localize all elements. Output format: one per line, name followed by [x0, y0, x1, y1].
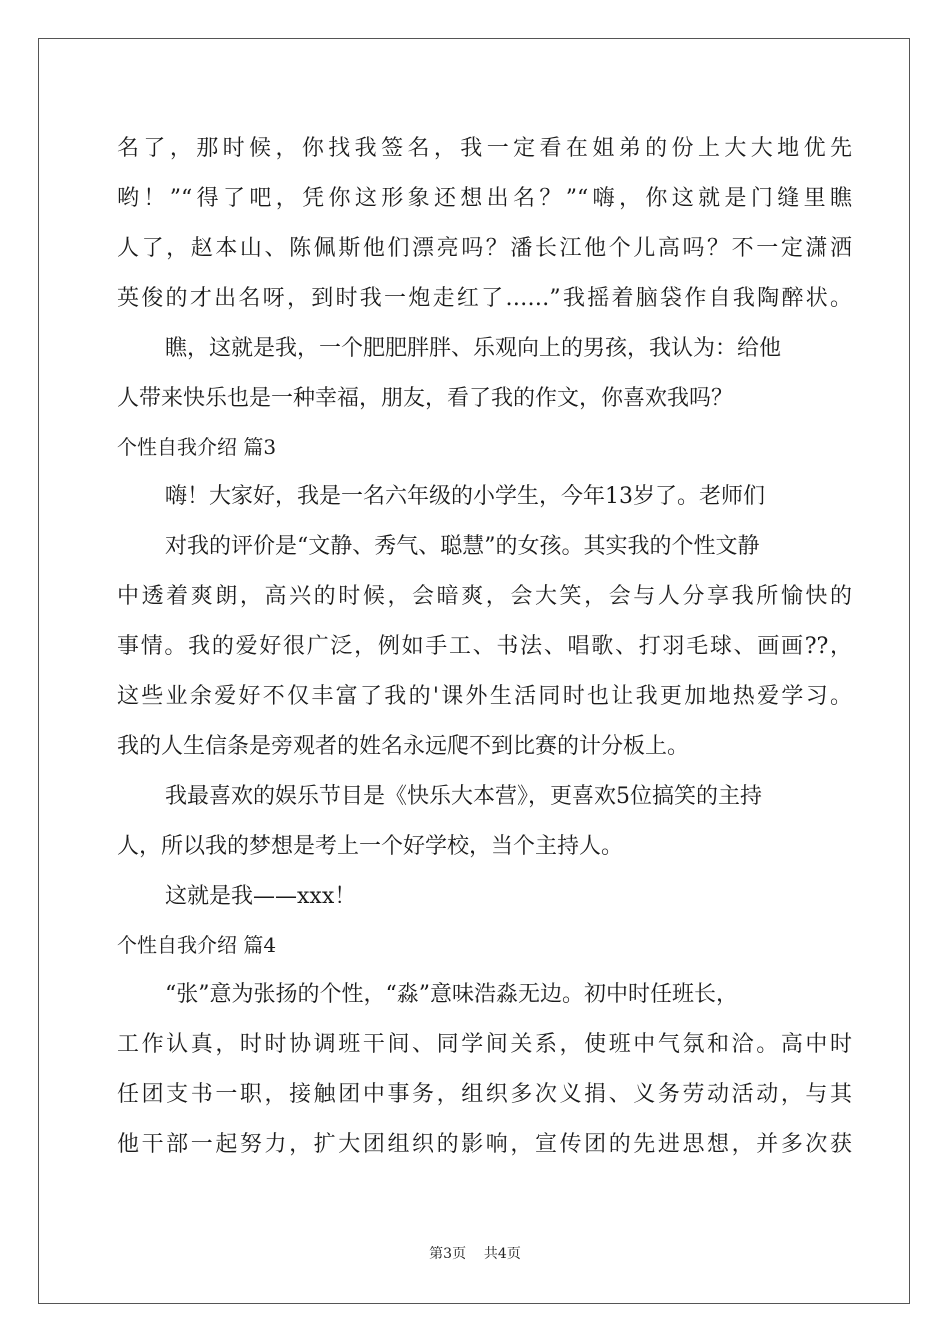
text-line: 中透着爽朗，高兴的时候，会暗爽，会大笑，会与人分享我所愉快的: [117, 584, 852, 609]
page-frame: [38, 38, 910, 1304]
page-total: 共4页: [483, 1246, 521, 1262]
text-line: “张”意为张扬的个性，“淼”意味浩淼无边。初中时任班长，: [165, 982, 738, 1007]
page-footer: [0, 1243, 950, 1263]
page-number: 第3页: [429, 1246, 467, 1262]
text-line: 事情。我的爱好很广泛，例如手工、书法、唱歌、打羽毛球、画画??，: [117, 634, 852, 659]
text-line: 他干部一起努力，扩大团组织的影响，宣传团的先进思想，并多次获: [117, 1132, 852, 1157]
text-line: 人带来快乐也是一种幸福，朋友，看了我的作文，你喜欢我吗？: [117, 386, 734, 411]
text-line: 瞧，这就是我，一个肥肥胖胖、乐观向上的男孩，我认为：给他: [165, 336, 782, 361]
section-heading: 个性自我介绍 篇4: [117, 933, 277, 957]
text-line: 英俊的才出名呀，到时我一炮走红了……”我摇着脑袋作自我陶醉状。: [117, 286, 852, 311]
text-line: 哟！”“得了吧，凭你这形象还想出名？”“嗨，你这就是门缝里瞧: [117, 186, 852, 211]
text-line: 嗨！大家好，我是一名六年级的小学生，今年13岁了。老师们: [165, 484, 765, 509]
text-line: 这就是我——xxx！: [165, 884, 357, 909]
text-line: 人，所以我的梦想是考上一个好学校，当个主持人。: [117, 834, 624, 859]
text-line: 这些业余爱好不仅丰富了我的'课外生活同时也让我更加地热爱学习。: [117, 684, 852, 709]
text-line: 工作认真，时时协调班干间、同学间关系，使班中气氛和洽。高中时: [117, 1032, 852, 1057]
text-line: 人了，赵本山、陈佩斯他们漂亮吗？潘长江他个儿高吗？不一定潇洒: [117, 236, 852, 261]
section-heading: 个性自我介绍 篇3: [117, 435, 277, 459]
text-line: 我最喜欢的娱乐节目是《快乐大本营》，更喜欢5位搞笑的主持: [165, 784, 762, 809]
text-line: 任团支书一职，接触团中事务，组织多次义捐、义务劳动活动，与其: [117, 1082, 852, 1107]
text-line: 对我的评价是“文静、秀气、聪慧”的女孩。其实我的个性文静: [165, 534, 760, 559]
text-line: 我的人生信条是旁观者的姓名永远爬不到比赛的计分板上。: [117, 734, 690, 759]
text-line: 名了，那时候，你找我签名，我一定看在姐弟的份上大大地优先: [117, 136, 852, 161]
